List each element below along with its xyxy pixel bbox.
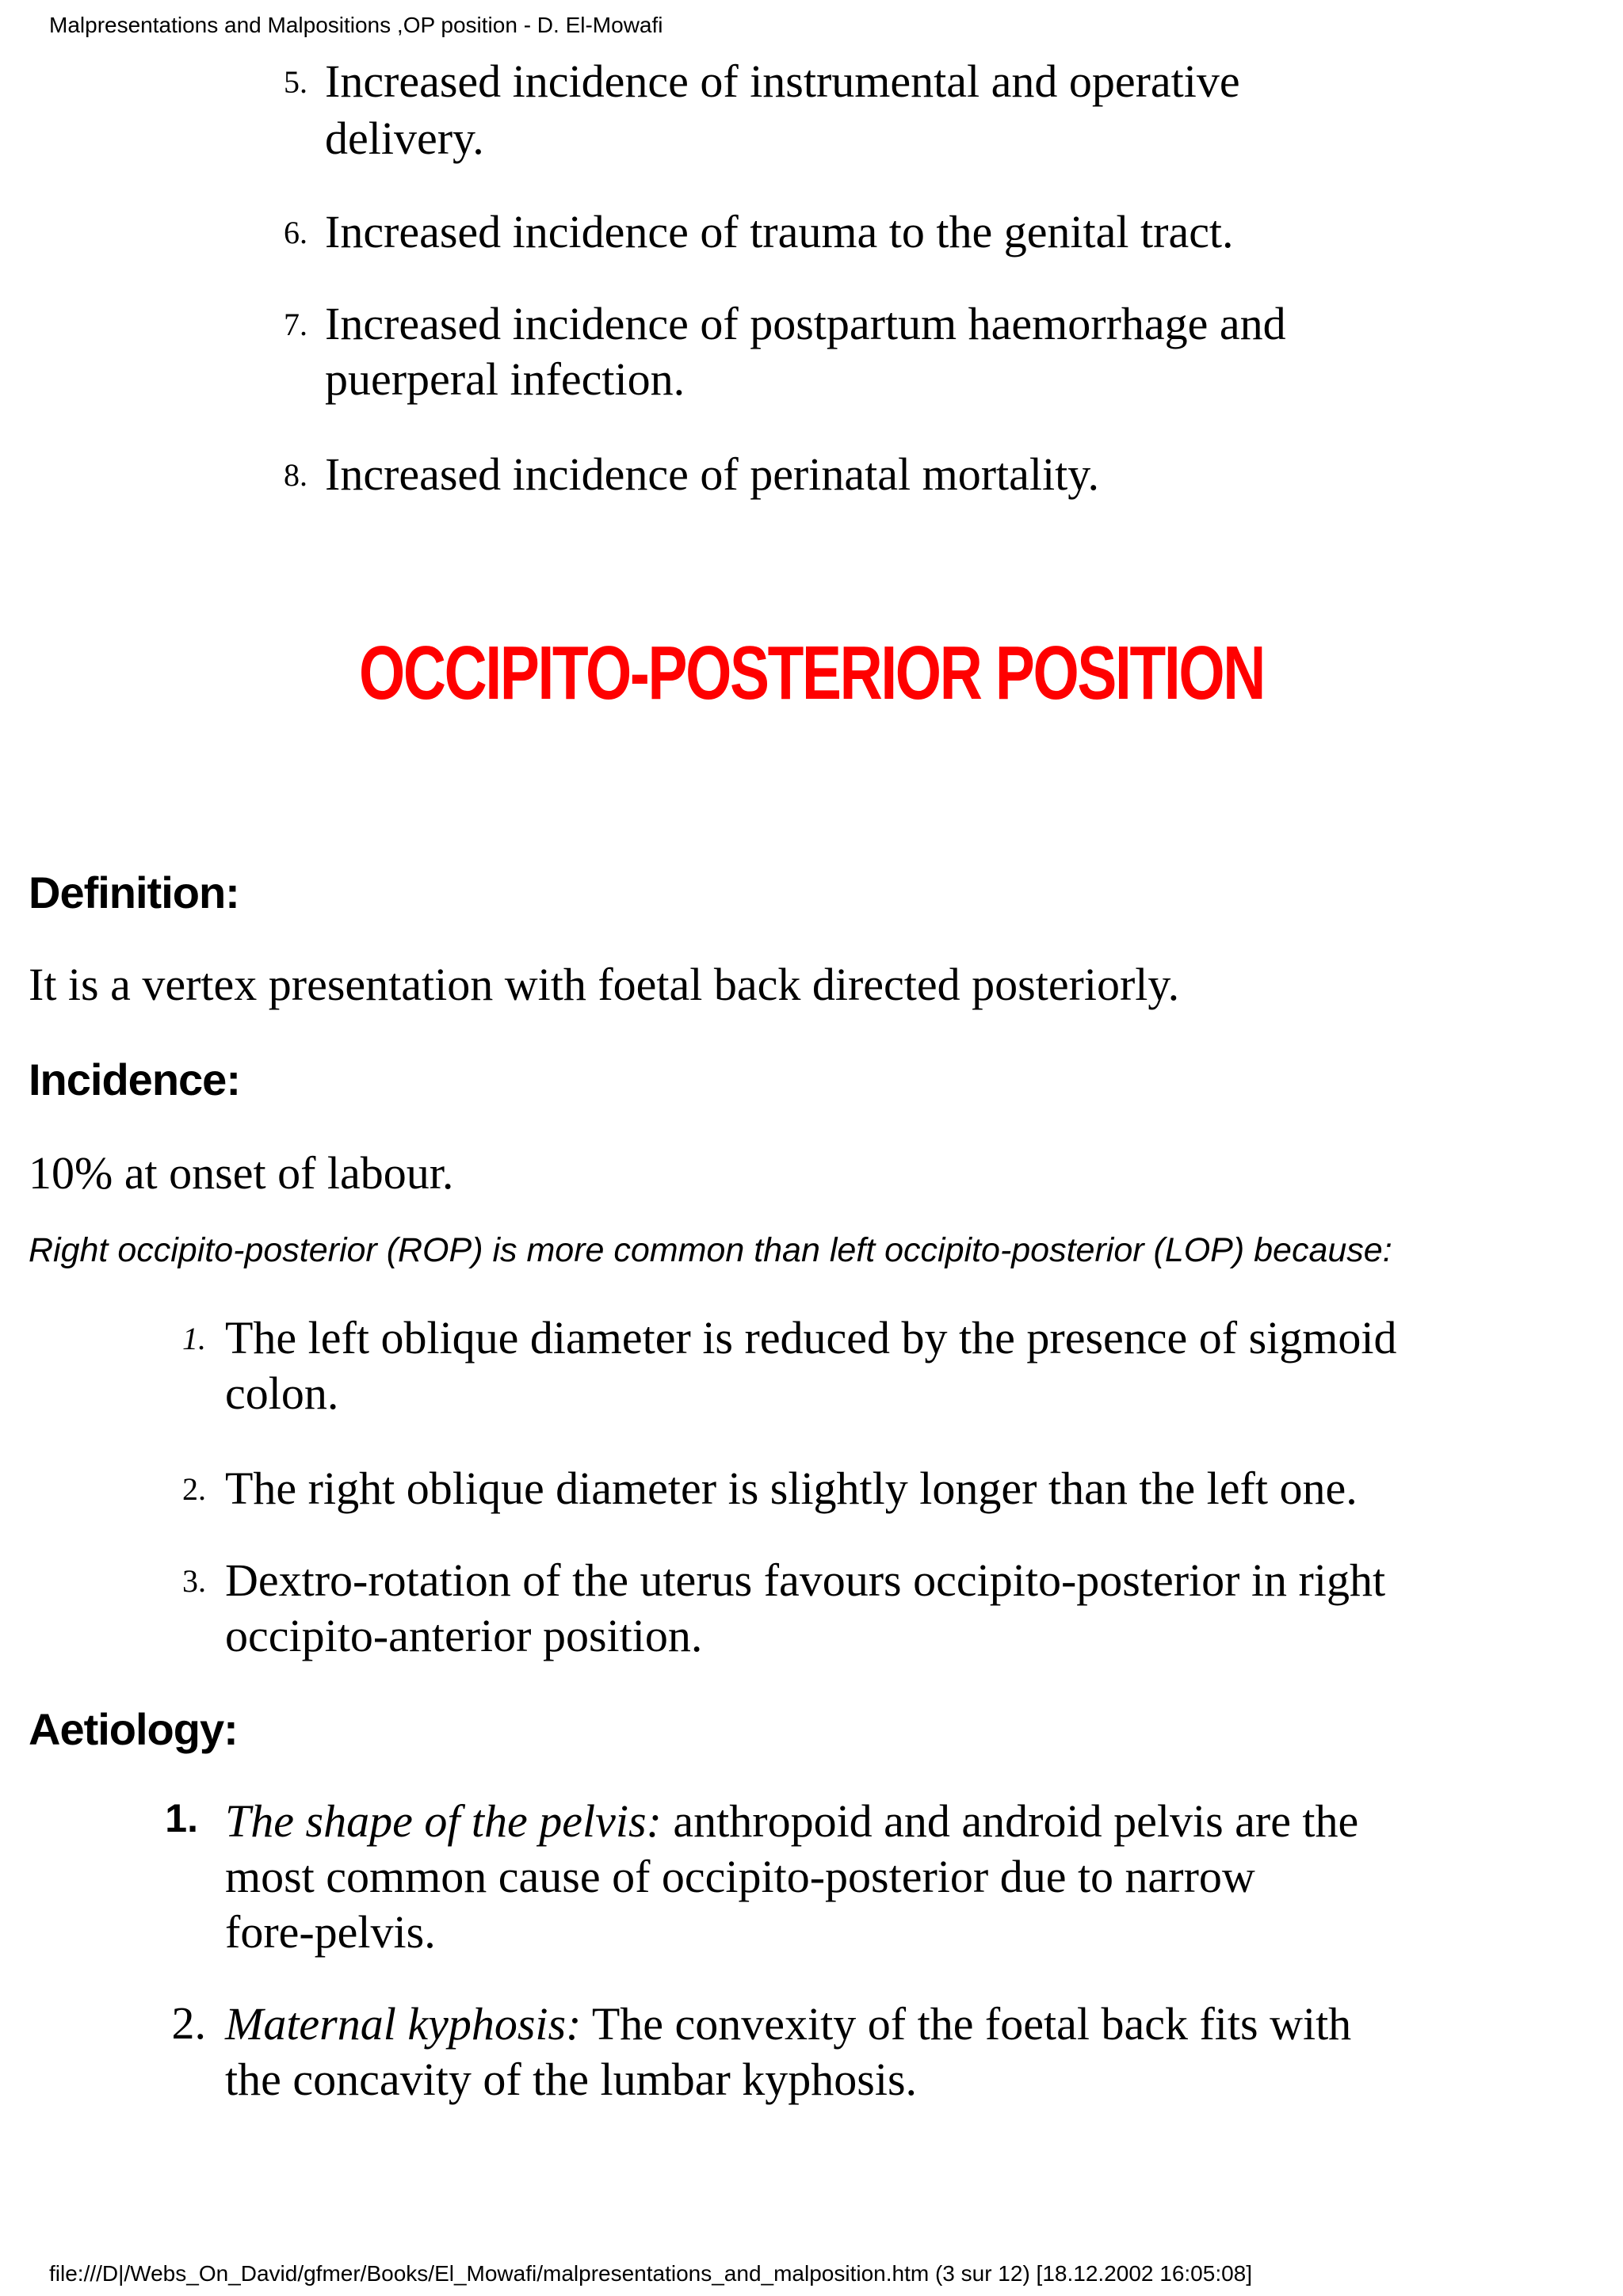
list-item-text: Increased incidence of perinatal mortality. bbox=[325, 448, 1099, 500]
list-item-number: 7. bbox=[284, 307, 307, 342]
list-item-text: colon. bbox=[225, 1367, 339, 1419]
list-item-text: most common cause of occipito-posterior due to narrow bbox=[225, 1851, 1255, 1902]
list-item-first-line bbox=[225, 1997, 1351, 2052]
list-item-number: 2. bbox=[171, 1997, 206, 2049]
incidence-text: 10% at onset of labour. bbox=[29, 1147, 454, 1199]
list-item-number: 3. bbox=[182, 1563, 206, 1599]
list-item-number: 5. bbox=[284, 64, 307, 100]
list-item-text: Increased incidence of trauma to the genital tract. bbox=[325, 206, 1234, 257]
list-item-text: Increased incidence of instrumental and operative bbox=[325, 55, 1240, 107]
list-item-number: 1. bbox=[182, 1321, 206, 1356]
list-item-text: The right oblique diameter is slightly longer than the left one. bbox=[225, 1463, 1358, 1514]
list-item-text: Dextro-rotation of the uterus favours occipito-posterior in right bbox=[225, 1554, 1386, 1606]
aetiology-heading: Aetiology: bbox=[29, 1704, 238, 1754]
list-item-text: the concavity of the lumbar kyphosis. bbox=[225, 2054, 918, 2105]
list-item-number: 1. bbox=[165, 1796, 198, 1840]
list-item-text: Increased incidence of postpartum haemorrhage and bbox=[325, 298, 1286, 349]
page-title: OCCIPITO-POSTERIOR POSITION bbox=[359, 631, 1264, 715]
list-item-text: The convexity of the foetal back fits with bbox=[581, 1998, 1352, 2050]
list-item-text: puerperal infection. bbox=[325, 353, 685, 405]
list-item-term: Maternal kyphosis: bbox=[225, 1998, 582, 2050]
incidence-heading: Incidence: bbox=[29, 1055, 240, 1104]
page-header: Malpresentations and Malpositions ,OP position - D. El-Mowafi bbox=[49, 13, 663, 37]
list-item-text: delivery. bbox=[325, 113, 484, 164]
incidence-note: Right occipito-posterior (ROP) is more common than left occipito-posterior (LOP) because: bbox=[29, 1231, 1392, 1269]
list-item-text: The left oblique diameter is reduced by the presence of sigmoid bbox=[225, 1312, 1397, 1363]
definition-heading: Definition: bbox=[29, 868, 239, 917]
definition-text: It is a vertex presentation with foetal back directed posteriorly. bbox=[29, 959, 1180, 1010]
list-item-first-line bbox=[225, 1794, 1358, 1849]
list-item-number: 6. bbox=[284, 215, 307, 250]
list-item-text: anthropoid and android pelvis are the bbox=[661, 1795, 1359, 1847]
list-item-term: The shape of the pelvis: bbox=[225, 1795, 662, 1847]
list-item-number: 2. bbox=[182, 1471, 206, 1507]
page-footer: file:///D|/Webs_On_David/gfmer/Books/El_Mowafi/malpresentations_and_malposition.htm (3 sur 12) [18.12.2002 16:05:08] bbox=[49, 2261, 1253, 2286]
list-item-text: occipito-anterior position. bbox=[225, 1610, 703, 1661]
list-item-number: 8. bbox=[284, 457, 307, 493]
list-item-text: fore-pelvis. bbox=[225, 1906, 436, 1958]
